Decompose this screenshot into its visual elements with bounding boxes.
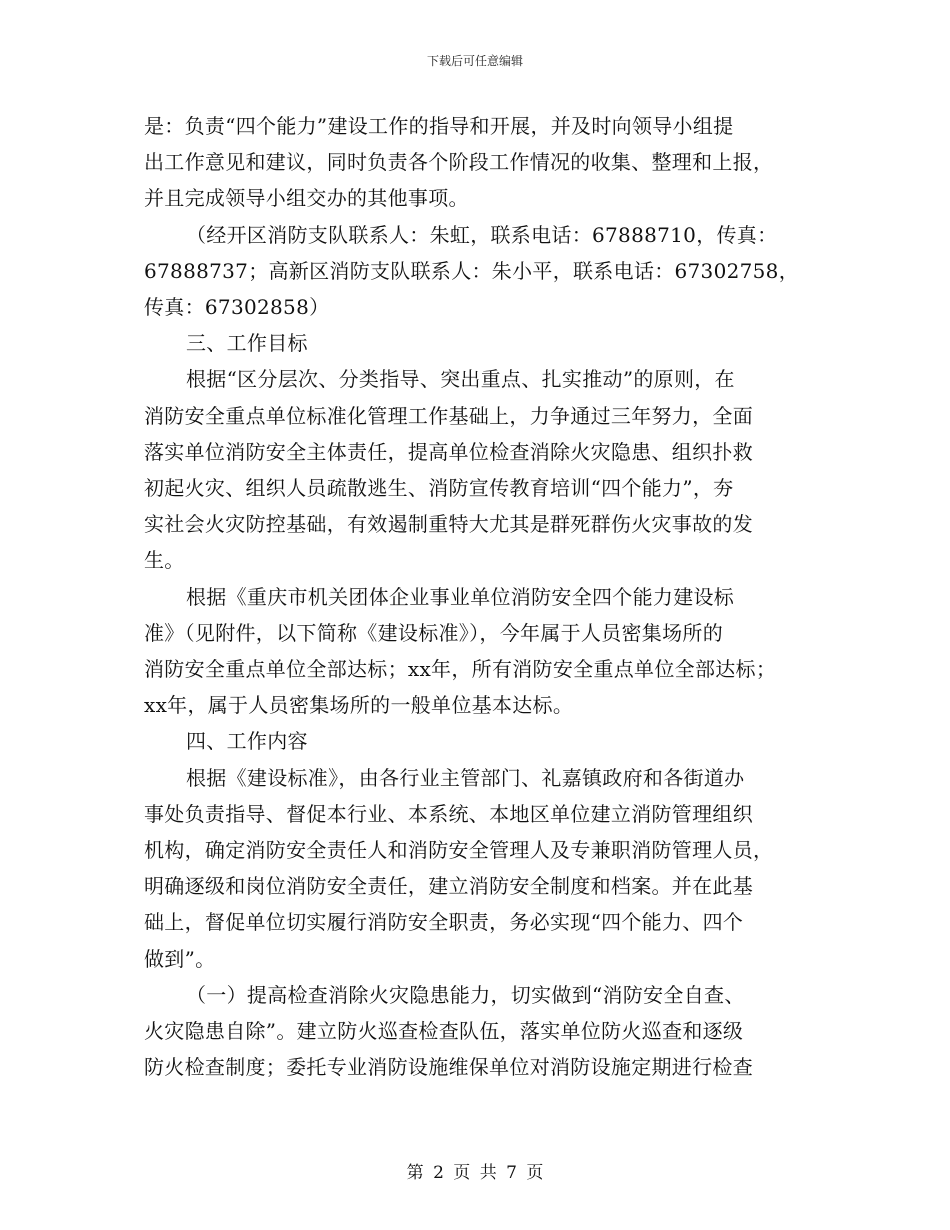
text-line: 防火检查制度；委托专业消防设施维保单位对消防设施定期进行检查 — [144, 1055, 753, 1080]
text-line: 础上，督促单位切实履行消防安全职责，务必实现“四个能力、四个 — [144, 910, 744, 935]
text-line: 初起火灾、组织人员疏散逃生、消防宣传教育培训“四个能力”，夯 — [144, 476, 734, 501]
text-line: 67888737；高新区消防支队联系人：朱小平，联系电话：67302758， — [144, 258, 799, 283]
text-line: （经开区消防支队联系人：朱虹，联系电话：67888710，传真： — [186, 222, 778, 247]
text-line: 落实单位消防安全主体责任，提高单位检查消除火灾隐患、组织扑救 — [144, 439, 753, 464]
text-line: 出工作意见和建议，同时负责各个阶段工作情况的收集、整理和上报， — [144, 150, 774, 175]
text-line: 机构，确定消防安全责任人和消防安全管理人及专兼职消防管理人员， — [144, 838, 774, 863]
text-line: 事处负责指导、督促本行业、本系统、本地区单位建立消防管理组织 — [144, 801, 753, 826]
text-line: 消防安全重点单位标准化管理工作基础上，力争通过三年努力，全面 — [144, 403, 753, 428]
text-line: 消防安全重点单位全部达标；xx年，所有消防安全重点单位全部达标； — [144, 657, 777, 682]
text-line: 火灾隐患自除”。建立防火巡查检查队伍，落实单位防火巡查和逐级 — [144, 1019, 744, 1044]
document-body — [144, 108, 809, 1085]
text-line: xx年，属于人员密集场所的一般单位基本达标。 — [144, 693, 574, 718]
page-header-note: 下载后可任意编辑 — [426, 54, 523, 68]
text-line: 根据“区分层次、分类指导、突出重点、扎实推动”的原则，在 — [186, 367, 735, 392]
text-line: 传真：67302858） — [144, 295, 330, 320]
text-line: 是：负责“四个能力”建设工作的指导和开展，并及时向领导小组提 — [144, 114, 734, 138]
text-line: 实社会火灾防控基础，有效遏制重特大尤其是群死群伤火灾事故的发 — [144, 512, 753, 537]
text-line: （一）提高检查消除火灾隐患能力，切实做到“消防安全自查、 — [186, 982, 745, 1007]
text-line: 做到”。 — [144, 946, 216, 971]
text-line: 生。 — [144, 548, 185, 573]
text-line: 根据《建设标准》，由各行业主管部门、礼嘉镇政府和各街道办 — [186, 765, 745, 790]
text-line: 明确逐级和岗位消防安全责任，建立消防安全制度和档案。并在此基 — [144, 874, 753, 899]
text-line: 三、工作目标 — [186, 331, 308, 356]
text-line: 根据《重庆市机关团体企业事业单位消防安全四个能力建设标 — [186, 584, 735, 609]
text-line: 四、工作内容 — [186, 729, 308, 754]
page-number: 第 2 页 共 7 页 — [406, 1163, 544, 1183]
text-line: 准》（见附件，以下简称《建设标准》），今年属于人员密集场所的 — [144, 620, 723, 645]
text-line: 并且完成领导小组交办的其他事项。 — [144, 186, 469, 211]
